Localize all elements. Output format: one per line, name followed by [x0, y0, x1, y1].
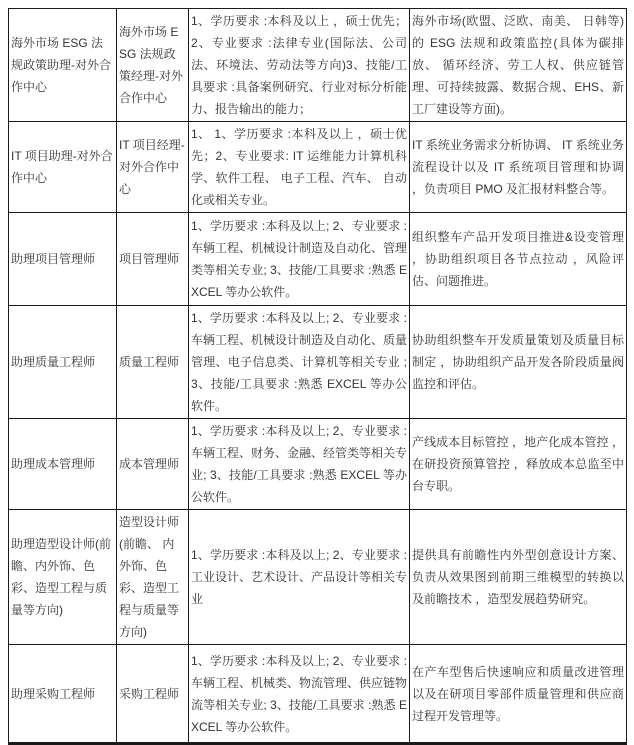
title-cell: 海外市场 ESG 法规政策经理-对外合作中心	[117, 9, 189, 122]
responsibilities-cell: 产线成本目标管控 ，地产化成本管控 ，在研投资预算管控 ，释放成本总监至中台专职。	[410, 419, 627, 510]
responsibilities-cell: 海外市场(欧盟、泛欧、南美、 日韩等)的 ESG 法规和政策监控(具体为碳排放、 循环经济、劳工人权、供应链管理、可持续披露、数据合规、EHS、新工厂建设等方面)。	[410, 9, 627, 122]
table-row	[9, 9, 627, 122]
responsibilities-cell: 协助组织整车开发质量策划及质量目标制定 ，协助组织产品开发各阶段质量阀监控和评估。	[410, 306, 627, 419]
requirements-cell: 1、学历要求 :本科及以上; 2、专业要求 :车辆工程、机械设计制造及自动化、质量管理、电子信息类、计算机等相关专业 ;3、技能/工具要求 :熟悉 EXCEL 等办公软件。	[189, 306, 410, 419]
title-cell: 造型设计师(前瞻、 内外饰、色彩、造型工程与质量等方向)	[117, 510, 189, 645]
requirements-cell: 1、学历要求 :本科及以上; 2、专业要求 :车辆工程、财务、金融、经管类等相关专业; 3、技能/工具要求 :熟悉 EXCEL 等办公软件。	[189, 419, 410, 510]
requirements-cell: 1、学历要求 :本科及以上; 2、专业要求 :车辆工程、机械设计制造及自动化、管理类等相关专业; 3、技能/工具要求 :熟悉 EXCEL 等办公软件。	[189, 213, 410, 306]
position-cell: 助理采购工程师	[9, 645, 117, 744]
requirements-cell: 1、学历要求 :本科及以上; 2、专业要求 :工业设计、艺术设计、产品设计等相关专业	[189, 510, 410, 645]
responsibilities-cell: 在产车型售后快速响应和质量改进管理以及在研项目零部件质量管理和供应商过程开发管理等。	[410, 645, 627, 744]
position-cell: 助理质量工程师	[9, 306, 117, 419]
title-cell: 质量工程师	[117, 306, 189, 419]
position-cell: 海外市场 ESG 法规政策助理-对外合作中心	[9, 9, 117, 122]
responsibilities-cell: IT 系统业务需求分析协调、 IT 系统业务流程设计以及 IT 系统项目管理和协调 ，负责项目 PMO 及汇报材料整合等。	[410, 122, 627, 213]
table-row	[9, 306, 627, 419]
title-cell: 项目管理师	[117, 213, 189, 306]
requirements-cell: 1、学历要求 :本科及以上 ，硕士优先； 2、专业要求 :法律专业(国际法、公司法、环境法、劳动法等方向)3、技能/工具要求 :具备案例研究、行业对标分析能力、报告输出的能力；	[189, 9, 410, 122]
title-cell: IT 项目经理-对外合作中心	[117, 122, 189, 213]
title-cell: 采购工程师	[117, 645, 189, 744]
table-row	[9, 510, 627, 645]
table-row	[9, 645, 627, 744]
position-cell: 助理造型设计师(前瞻、内外饰、色彩、造型工程与质量等方向)	[9, 510, 117, 645]
requirements-cell: 1、学历要求 :本科及以上; 2、专业要求 :车辆工程、机械类、物流管理、供应链物流等相关专业; 3、技能/工具要求 :熟悉 EXCEL 等办公软件。	[189, 645, 410, 744]
responsibilities-cell: 组织整车产品开发项目推进&设变管理 ，协助组织项目各节点拉动 ，风险评估、问题推进。	[410, 213, 627, 306]
requirements-cell: 1、 1、学历要求 :本科及以上 ，硕士优先；2、专业要求: IT 运维能力计算机科学、软件工程、 电子工程、汽车、 自动化或相关专业。	[189, 122, 410, 213]
table-row	[9, 419, 627, 510]
responsibilities-cell: 提供具有前瞻性内外型创意设计方案、负责从效果图到前期三维模型的转换以及前瞻技术 ，造型发展趋势研究。	[410, 510, 627, 645]
table-row	[9, 213, 627, 306]
title-cell: 成本管理师	[117, 419, 189, 510]
position-cell: 助理成本管理师	[9, 419, 117, 510]
table-row	[9, 122, 627, 213]
position-cell: 助理项目管理师	[9, 213, 117, 306]
job-postings-table	[8, 8, 627, 745]
position-cell: IT 项目助理-对外合作中心	[9, 122, 117, 213]
